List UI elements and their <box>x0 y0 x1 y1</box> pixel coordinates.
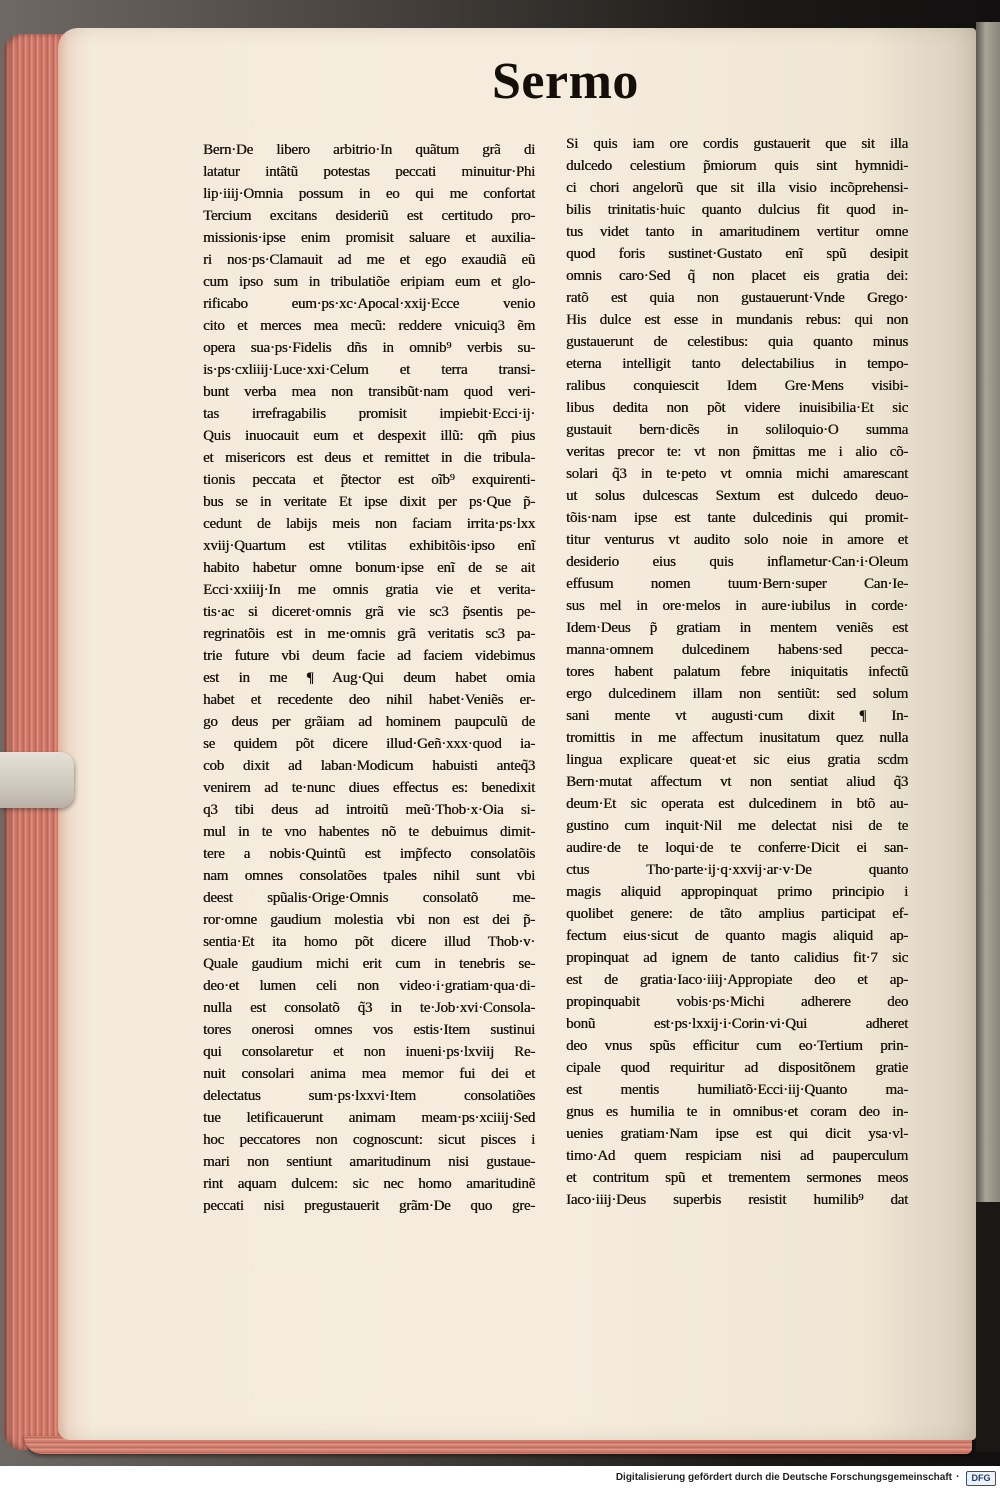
text-line: bilis trinitatis·huic quanto dulcius fit quod in- <box>566 202 908 218</box>
text-line: audire·de te loqui·de te conferre·Dicit ei san- <box>566 840 908 856</box>
text-line: quolibet genere: de tãto amplius participat ef- <box>566 906 908 922</box>
text-line: gustauerunt de celestibus: quia quanto minus <box>566 334 908 350</box>
text-line: Quale gaudium michi erit cum in tenebris se- <box>203 956 535 972</box>
text-line: cito et merces mea mecũ: reddere vnicuiq3 ẽm <box>203 318 535 334</box>
text-line: trie future vbi deum facie ad faciem videbimus <box>203 648 535 664</box>
text-line: ralibus conquiescit Idem Gre·Mens visibi- <box>566 378 908 394</box>
facing-page-edge <box>976 22 1000 1202</box>
text-line: ratõ est quia non gustauerunt·Vnde Grego· <box>566 290 908 306</box>
binding-shadow <box>976 1202 1000 1452</box>
text-line: ctus Tho·parte·ij·q·xxvij·ar·v·De quanto <box>566 862 908 878</box>
text-line: Bern·De libero arbitrio·In quãtum grã di <box>203 142 535 158</box>
text-line: ergo dulcedinem illam non sentiũt: sed solum <box>566 686 908 702</box>
text-line: deo·et lumen celi non video·i·gratiam·qua·di- <box>203 978 535 994</box>
text-line: nulla est consolatõ q̃3 in te·Job·xvi·Consola- <box>203 1000 535 1016</box>
text-line: desiderio eius quis inflametur·Can·i·Oleum <box>566 554 908 570</box>
text-line: xviij·Quartum est vtilitas exhibitõis·ipso enĩ <box>203 538 535 554</box>
text-line: tus videt tanto in amaritudinem vertitur omne <box>566 224 908 240</box>
text-line: deum·Et sic operata est dulcedinem in btõ au- <box>566 796 908 812</box>
text-line: is·ps·cxliiij·Luce·xxi·Celum et terra transi- <box>203 362 535 378</box>
text-line: ri nos·ps·Clamauit ad me et ego exaudiã eũ <box>203 252 535 268</box>
text-line: tere a nobis·Quintũ est imp̃fecto consolatõis <box>203 846 535 862</box>
text-column-right <box>566 133 908 1211</box>
text-line: magis aliquid appropinquat primo principio i <box>566 884 908 900</box>
text-line: tue letificauerunt animam meam·ps·xciiij·Sed <box>203 1110 535 1126</box>
text-column-left <box>203 139 535 1217</box>
text-line: est mentis humiliatõ·Ecci·iij·Quanto ma- <box>566 1082 908 1098</box>
bookmark-slip <box>0 752 74 808</box>
text-line: solari q̃3 in te·peto vt omnia michi amarescant <box>566 466 908 482</box>
text-line: eterna intelligit tanto delectabilius in tempo- <box>566 356 908 372</box>
text-line: opera sua·ps·Fidelis dñs in omnib⁹ verbis su- <box>203 340 535 356</box>
text-line: titur venturus vt audito solo noie in amore et <box>566 532 908 548</box>
text-line: regrinatõis est in me·omnis grã veritatis sc3 pa- <box>203 626 535 642</box>
text-line: est in me ¶ Aug·Qui deum habet omia <box>203 670 535 686</box>
text-line: fectum eius·sicut de quanto magis aliquid ap- <box>566 928 908 944</box>
text-line: bus se in veritate Et ipse dixit per ps·Que p̃- <box>203 494 535 510</box>
text-line: nuit consolari anima mea memor fui dei et <box>203 1066 535 1082</box>
footer-bar <box>0 1466 1000 1490</box>
text-line: peccati nisi pregustauerit grãm·De quo gre- <box>203 1198 535 1214</box>
text-line: timo·Ad quem respiciam nisi ad pauperculum <box>566 1148 908 1164</box>
text-line: go deus per grãiam ad hominem paupculũ de <box>203 714 535 730</box>
text-line: nam omnes consolatões tpales nihil sunt vbi <box>203 868 535 884</box>
text-line: Tercium excitans desideriũ est certitudo pro- <box>203 208 535 224</box>
text-line: cedunt de labijs meis non faciam irrita·ps·lxx <box>203 516 535 532</box>
text-line: sani mente vt augusti·cum dixit ¶ In- <box>566 708 908 724</box>
funding-credit: Digitalisierung gefördert durch die Deutsche Forschungsgemeinschaft <box>615 1472 952 1483</box>
text-line: latatur intãtũ potestas peccati minuitur·Phi <box>203 164 535 180</box>
text-line: tas irrefragabilis promisit impiebit·Ecci·ij· <box>203 406 535 422</box>
text-line: propinquat ad ignem de tanto calidius fit·7 sic <box>566 950 908 966</box>
text-line: bunt verba mea non transibũt·nam quod veri- <box>203 384 535 400</box>
text-line: quod foris sustinet·Gustato enĩ spũ desipit <box>566 246 908 262</box>
text-line: ror·omne gaudium molestia vbi non est dei p̃- <box>203 912 535 928</box>
text-line: ut solus dulcescas Sextum est dulcedo deuo- <box>566 488 908 504</box>
text-line: effusum nomen tuum·Bern·super Can·Ie- <box>566 576 908 592</box>
footer-separator: · <box>956 1471 960 1483</box>
text-line: lingua explicare queat·et sic eius gratia scdm <box>566 752 908 768</box>
text-line: cob dixit ad laban·Modicum habuisti anteq̃3 <box>203 758 535 774</box>
text-line: sus mel in ore·melos in aure·iubilus in corde· <box>566 598 908 614</box>
dfg-logo: DFG <box>966 1471 996 1486</box>
text-line: gustauit bern·dicẽs in soliloquio·O summa <box>566 422 908 438</box>
text-line: manna·omnem dulcedinem habens·sed pecca- <box>566 642 908 658</box>
text-line: se quidem põt dicere illud·Geñ·xxx·quod ia- <box>203 736 535 752</box>
running-header: Sermo <box>492 53 639 110</box>
text-line: deo vnus spũs efficitur cum eo·Tertium prin- <box>566 1038 908 1054</box>
text-line: sentia·Et ita homo põt dicere illud Thob·v· <box>203 934 535 950</box>
text-line: deest spũalis·Orige·Omnis consolatõ me- <box>203 890 535 906</box>
text-line: habito habetur omne bonum·ipse enĩ de se ait <box>203 560 535 576</box>
text-line: Iaco·iiij·Deus superbis resistit humilib⁹ dat <box>566 1192 908 1208</box>
page-edge-stack <box>4 34 64 1450</box>
text-line: tõis·nam ipse est tante dulcedinis qui promit- <box>566 510 908 526</box>
text-line: cum ipso sum in tribulatiõe eripiam eum et glo- <box>203 274 535 290</box>
text-line: tores onerosi omnes vos estis·Item sustinui <box>203 1022 535 1038</box>
text-line: dulcedo celestium p̃miorum quis sint hymnidi- <box>566 158 908 174</box>
text-line: et contritum spũ et trementem sermones meos <box>566 1170 908 1186</box>
text-line: tionis peccata et p̃tector est oĩb⁹ exquirenti- <box>203 472 535 488</box>
text-line: mari non sentiunt amaritudinum nisi gustaue- <box>203 1154 535 1170</box>
text-line: q3 tibi deus ad introitũ meũ·Thob·x·Oia si- <box>203 802 535 818</box>
text-line: missionis·ipse enim promisit saluare et auxilia- <box>203 230 535 246</box>
text-line: tromittis in me affectum inusitatum quez nulla <box>566 730 908 746</box>
text-line: uenies gratiam·Nam ipse est qui dicit ysa·vl- <box>566 1126 908 1142</box>
text-line: Idem·Deus p̃ gratiam in mentem veniẽs est <box>566 620 908 636</box>
text-line: veritas precor te: vt non p̃mittas me i alio cõ- <box>566 444 908 460</box>
text-line: Si quis iam ore cordis gustauerit que sit illa <box>566 136 908 152</box>
text-line: qui consolaretur et non inueni·ps·lxviij Re- <box>203 1044 535 1060</box>
text-line: His dulce est esse in mundanis rebus: qui non <box>566 312 908 328</box>
text-line: bonũ est·ps·lxxij·i·Corin·vi·Qui adheret <box>566 1016 908 1032</box>
text-line: tores habent palatum febre iniquitatis infectũ <box>566 664 908 680</box>
text-line: rint aquam dulcem: sic nec homo amaritudinẽ <box>203 1176 535 1192</box>
text-line: libus dedita non põt videre inuisibilia·Et sic <box>566 400 908 416</box>
text-line: Bern·mutat affectum vt non sentiat aliud q̃3 <box>566 774 908 790</box>
text-line: rificabo eum·ps·xc·Apocal·xxij·Ecce venio <box>203 296 535 312</box>
text-line: venirem ad te·nunc diues effectus es: benedixit <box>203 780 535 796</box>
text-line: ci chori angelorũ que sit illa visio incõprehensi- <box>566 180 908 196</box>
text-line: Quis inuocauit eum et despexit illũ: qm̃ pius <box>203 428 535 444</box>
text-line: gustino cum inquit·Nil me delectat nisi de te <box>566 818 908 834</box>
text-line: hoc peccatores non cognoscunt: sicut pisces i <box>203 1132 535 1148</box>
text-line: tis·ac si diceret·omnis grã vie sc3 p̃sentis pe- <box>203 604 535 620</box>
text-line: lip·iiij·Omnia possum in eo qui me confortat <box>203 186 535 202</box>
text-line: est de gratia·Iaco·iiij·Appropiate deo et ap- <box>566 972 908 988</box>
text-line: propinquabit vobis·ps·Michi adherere deo <box>566 994 908 1010</box>
text-line: habet et recedente deo nihil habet·Veniẽs er- <box>203 692 535 708</box>
text-line: mul in te vno habentes nõ te debuimus dimit- <box>203 824 535 840</box>
text-line: delectatus sum·ps·lxxvi·Item consolatiões <box>203 1088 535 1104</box>
text-line: et misericors est deus et remittet in die tribula- <box>203 450 535 466</box>
text-line: gnus es humilia te in omnibus·et coram deo in- <box>566 1104 908 1120</box>
text-line: Ecci·xxiiij·In me omnis gratia vie et verita- <box>203 582 535 598</box>
text-line: cipale quod requiritur ad dispositõnem gratie <box>566 1060 908 1076</box>
text-line: omnis caro·Sed q̃ non placet eis gratia dei: <box>566 268 908 284</box>
